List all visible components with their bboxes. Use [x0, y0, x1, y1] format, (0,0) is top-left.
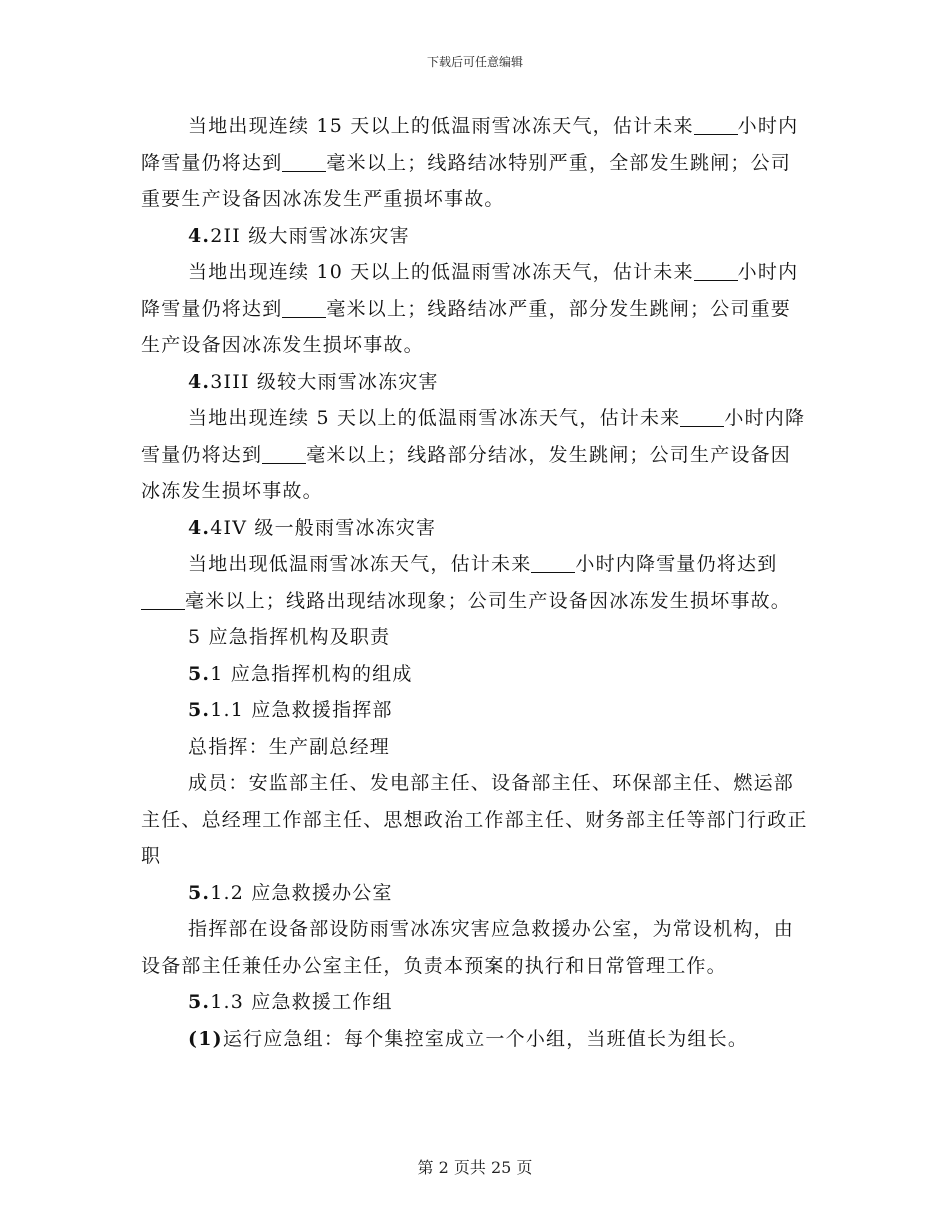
commander-line: 总指挥：生产副总经理: [188, 735, 391, 758]
blank-hours: [531, 553, 575, 573]
page-header: 下载后可任意编辑: [426, 55, 523, 69]
paragraph-level-1: 当地出现连续 15 天以上的低温雨雪冰冻天气，估计未来 小时内降雪量仍将达到 毫米以上；线路结冰特别严重，全部发生跳闸；公司重要生产设备因冰冻发生严重损坏事故。: [141, 115, 799, 210]
blank-hours: [694, 261, 738, 281]
blank-mm: [262, 444, 306, 464]
page-footer: 第 2 页共 25 页: [417, 1158, 533, 1177]
document-body: [141, 108, 811, 1057]
heading-5-1-2: 5.1.2 应急救援办公室: [188, 881, 393, 904]
paragraph-level-3: 当地出现连续 5 天以上的低温雨雪冰冻天气，估计未来 小时内降雪量仍将达到 毫米以上；线路部分结冰，发生跳闸；公司生产设备因冰冻发生损坏事故。: [141, 407, 806, 502]
heading-5-1-1: 5.1.1 应急救援指挥部: [188, 699, 393, 721]
blank-mm: [141, 590, 185, 610]
blank-hours: [694, 115, 738, 135]
paragraph-level-2: 当地出现连续 10 天以上的低温雨雪冰冻天气，估计未来 小时内降雪量仍将达到 毫米以上；线路结冰严重，部分发生跳闸；公司重要生产设备因冰冻发生损坏事故。: [141, 261, 799, 356]
heading-5-1: 5.1 应急指挥机构的组成: [188, 662, 413, 685]
heading-5: 5 应急指挥机构及职责: [188, 626, 391, 648]
heading-4-3: 4.3III 级较大雨雪冰冻灾害: [188, 370, 439, 393]
members-paragraph: 成员：安监部主任、发电部主任、设备部主任、环保部主任、燃运部主任、总经理工作部主任、思想政治工作部主任、财务部主任等部门行政正职: [141, 772, 808, 867]
heading-4-2: 4.2II 级大雨雪冰冻灾害: [188, 224, 410, 247]
office-paragraph: 指挥部在设备部设防雨雪冰冻灾害应急救援办公室，为常设机构，由设备部主任兼任办公室主任，负责本预案的执行和日常管理工作。: [141, 918, 795, 977]
paragraph-level-4: 当地出现低温雨雪冰冻天气，估计未来 小时内降雪量仍将达到毫米以上；线路出现结冰现象；公司生产设备因冰冻发生损坏事故。: [141, 546, 811, 619]
list-item-1: (1)运行应急组：每个集控室成立一个小组，当班值长为组长。: [188, 1027, 749, 1050]
blank-mm: [282, 152, 326, 172]
heading-4-4: 4.4IV 级一般雨雪冰冻灾害: [188, 516, 437, 539]
blank-mm: [282, 298, 326, 318]
blank-hours: [680, 407, 724, 427]
heading-5-1-3: 5.1.3 应急救援工作组: [188, 991, 393, 1013]
